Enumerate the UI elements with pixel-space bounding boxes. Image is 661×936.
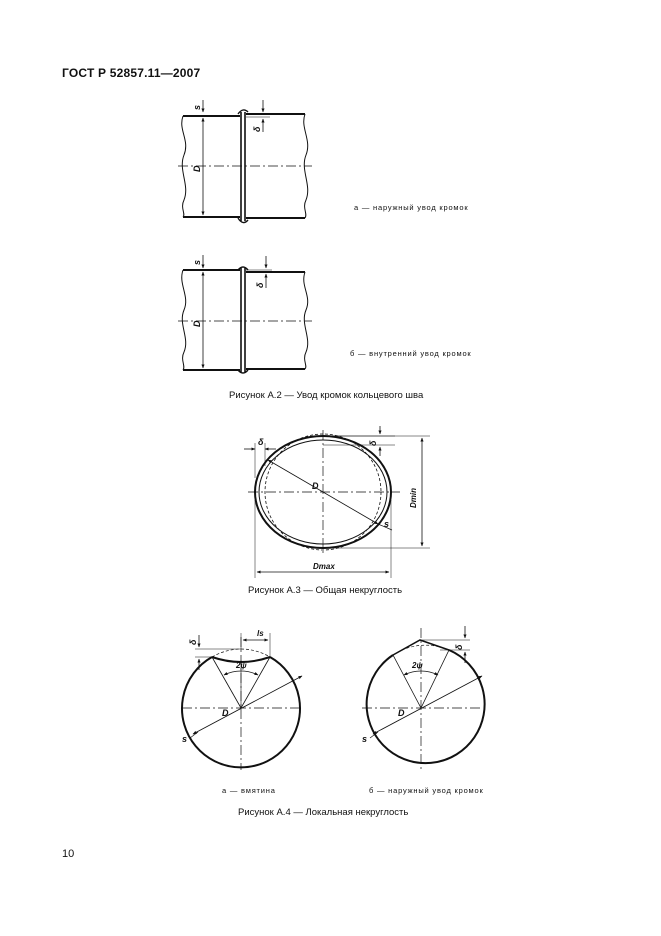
figure-a2-caption: Рисунок А.2 — Увод кромок кольцевого шва	[229, 390, 424, 401]
a3-label-s: s	[384, 519, 390, 529]
a4-a-label-ls: ls	[257, 629, 264, 638]
a3-label-dmin: Dmin	[409, 488, 418, 508]
a3-label-delta-left: δ	[258, 437, 264, 447]
a3-label-delta-right: δ	[368, 440, 378, 446]
a2-b-label-delta: δ	[255, 282, 265, 288]
a4-a-label-delta: δ	[188, 639, 198, 645]
figure-a2-sub-b: б — внутренний увод кромок	[350, 349, 472, 358]
a4-b-label-D: D	[398, 708, 405, 718]
a4-b-label-delta: δ	[454, 644, 464, 650]
a4-b-label-2psi: 2ψ	[412, 661, 423, 670]
a2-b-label-s: s	[192, 259, 202, 265]
a2-a-label-s: s	[192, 104, 202, 110]
figure-a4-view-b	[362, 626, 485, 770]
figure-a4-view-a	[182, 633, 302, 770]
a4-b-label-s: s	[362, 734, 368, 744]
document-code: ГОСТ Р 52857.11—2007	[62, 66, 201, 80]
figure-a4-caption: Рисунок А.4 — Локальная некруглость	[238, 807, 409, 818]
a3-label-D: D	[312, 481, 319, 491]
a4-a-label-2psi: 2ψ	[236, 661, 247, 670]
figure-a4-sub-a: а — вмятина	[222, 786, 276, 795]
figure-a3-caption: Рисунок А.3 — Общая некруглость	[248, 585, 403, 596]
a2-a-label-delta: δ	[252, 126, 262, 132]
a3-label-dmax: Dmax	[313, 562, 335, 571]
page-number: 10	[62, 848, 75, 860]
figure-a4-sub-b: б — наружный увод кромок	[369, 786, 484, 795]
a2-a-label-D: D	[192, 165, 202, 172]
a4-a-label-s: s	[182, 734, 188, 744]
a2-b-label-D: D	[192, 320, 202, 327]
figure-a2-sub-a: а — наружный увод кромок	[354, 203, 469, 212]
a4-a-label-D: D	[222, 708, 229, 718]
